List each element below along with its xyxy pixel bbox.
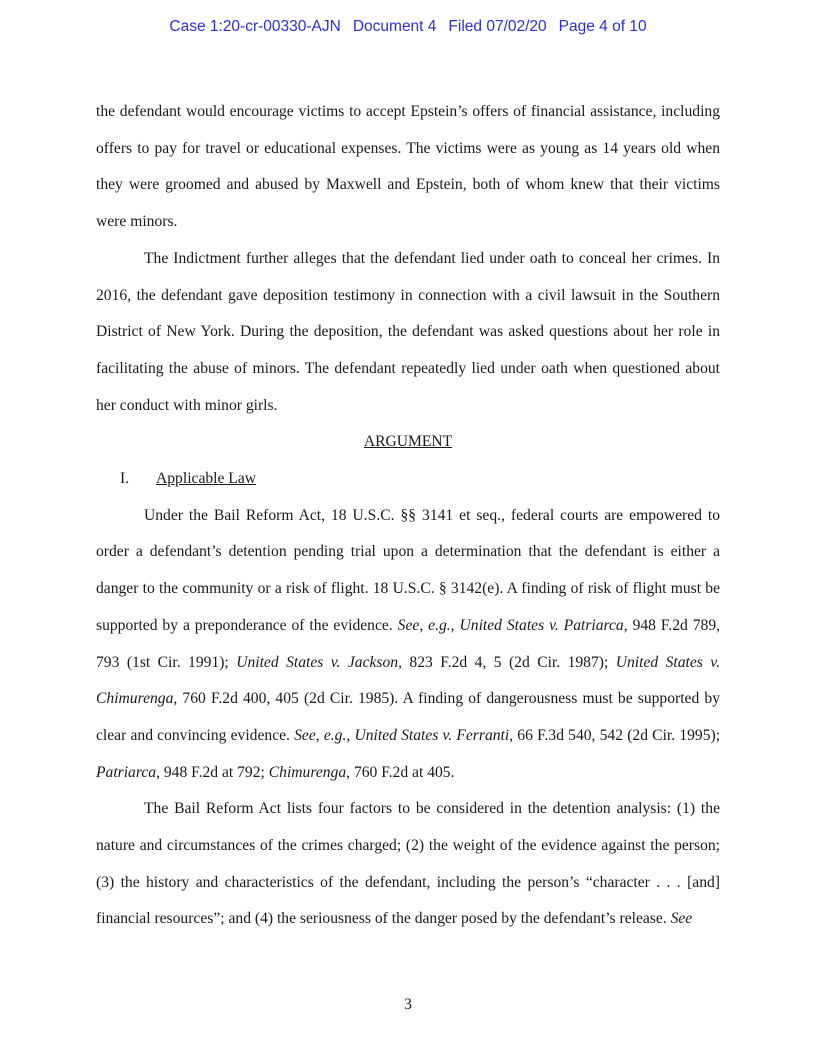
signal-eg: e.g.	[428, 616, 451, 634]
text-run: , 760 F.2d 400, 405 (2d Cir. 1985). A finding of dangerousness must be supported by clear and convincing evidence.	[96, 690, 720, 744]
section-number: I.	[120, 470, 130, 488]
text-run: ,	[346, 726, 355, 744]
section-heading	[96, 461, 720, 498]
text-run: , 823 F.2d 4, 5 (2d Cir. 1987);	[398, 653, 616, 671]
case-name: United States v. Patriarca	[459, 616, 624, 634]
text-run: The Bail Reform Act lists four factors to be considered in the detention analysis: (1) the nature and circumstances of the crimes charged; (2) the weight of the evidence against the person; (3) the history and characteristics of the defendant, including the person’s “character . . . [and] financial resources”; and (4) the seriousness of the danger posed by the defendant’s release.	[96, 800, 720, 928]
signal-see: See	[670, 910, 693, 928]
case-name: United States v. Ferranti	[354, 726, 510, 744]
page-number: 3	[404, 996, 412, 1013]
paragraph-3	[96, 498, 720, 792]
case-name: United States v. Jackson	[236, 653, 399, 671]
case-name: United States v. Chimurenga	[96, 653, 720, 708]
filed-date: Filed 07/02/20	[448, 18, 547, 35]
document-number: Document 4	[352, 18, 437, 35]
paragraph-2: The Indictment further alleges that the defendant lied under oath to conceal her crimes. In 2016, the defendant gave deposition testimony in connection with a civil lawsuit in the Southern District of New York. During the deposition, the defendant was asked questions about her role in facilitating the abuse of minors. The defendant repeatedly lied under oath when questioned about her conduct with minor girls.	[96, 249, 720, 414]
paragraph-4	[96, 791, 720, 938]
signal-see: See	[294, 726, 316, 744]
signal-see: See	[397, 616, 420, 634]
signal-eg: e.g.	[323, 726, 347, 744]
text-run: , 66 F.3d 540, 542 (2d Cir. 1995);	[509, 726, 721, 744]
argument-heading	[96, 424, 720, 461]
text-run: ,	[315, 726, 324, 744]
argument-heading-text: ARGUMENT	[363, 433, 453, 451]
case-number: Case 1:20-cr-00330-AJN	[169, 18, 341, 35]
section-title: Applicable Law	[156, 470, 257, 488]
text-run: ,	[419, 616, 429, 634]
text-run: , 948 F.2d 789, 793 (1st Cir. 1991);	[96, 616, 721, 671]
text-run: , 948 F.2d at 792;	[156, 763, 269, 781]
text-run: Under the Bail Reform Act, 18 U.S.C. §§ 3141 et seq., federal courts are empowered to order a defendant’s detention pending trial upon a determination that the defendant is either a danger to the community or a risk of flight. 18 U.S.C. § 3142(e). A finding of risk of flight must be supported by a preponderance of the evidence.	[96, 506, 720, 634]
case-short-name: Patriarca	[96, 763, 157, 781]
text-run: ,	[450, 616, 460, 634]
case-short-name: Chimurenga	[268, 763, 347, 781]
document-body	[96, 94, 720, 938]
ecf-header	[0, 18, 816, 36]
text-run: , 760 F.2d at 405.	[346, 763, 455, 781]
page-indicator: Page 4 of 10	[558, 18, 647, 35]
paragraph-1: the defendant would encourage victims to accept Epstein’s offers of financial assistance, including offers to pay for travel or educational expenses. The victims were as young as 14 years old when they were groomed and abused by Maxwell and Epstein, both of whom knew that their victims were minors.	[96, 103, 720, 231]
